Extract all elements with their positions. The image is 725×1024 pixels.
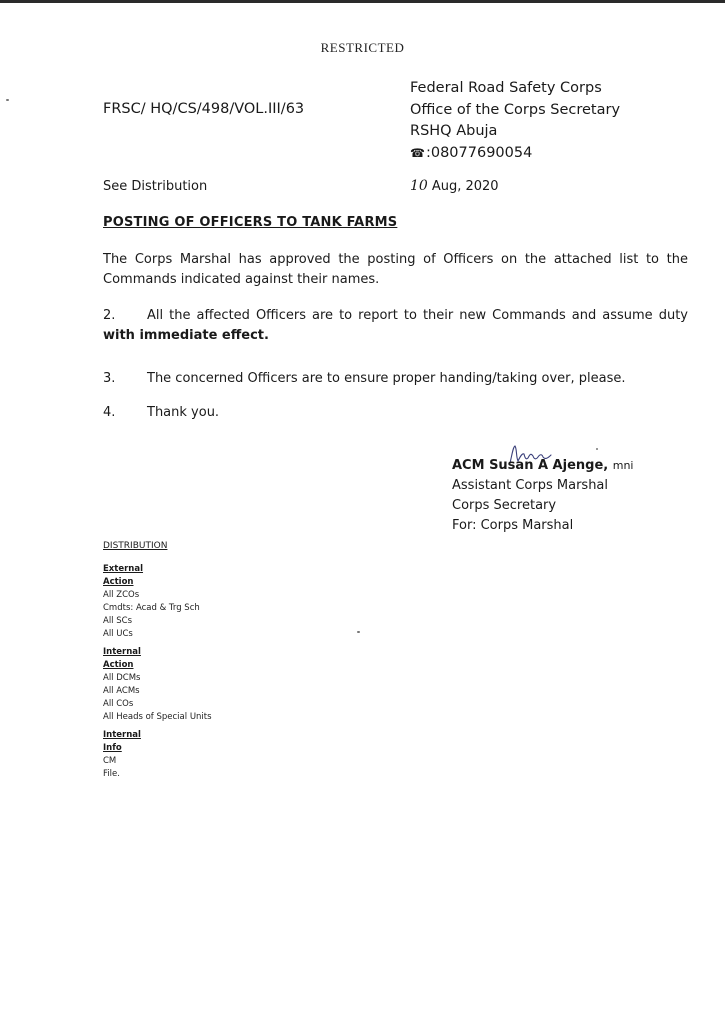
date-month-year: Aug, 2020 bbox=[431, 179, 499, 194]
paragraph-text: Thank you. bbox=[147, 405, 220, 420]
signatory-rank: Assistant Corps Marshal bbox=[452, 478, 609, 493]
distribution-external bbox=[103, 563, 212, 641]
scan-speck bbox=[357, 631, 360, 633]
scan-top-edge bbox=[0, 0, 725, 3]
list-item: All Heads of Special Units bbox=[103, 712, 212, 722]
letter-date bbox=[410, 178, 499, 194]
paragraph-number: 4. bbox=[103, 405, 116, 420]
signatory-name: ACM Susan A Ajenge, bbox=[452, 458, 609, 473]
paragraph-emphasis: with immediate effect. bbox=[103, 328, 269, 343]
signatory-suffix: mni bbox=[612, 459, 634, 472]
office-name: Office of the Corps Secretary bbox=[410, 101, 621, 118]
paragraph-number: 3. bbox=[103, 371, 116, 386]
list-item: File. bbox=[103, 769, 120, 779]
list-item: All UCs bbox=[103, 629, 133, 639]
reference-number: FRSC/ HQ/CS/498/VOL.III/63 bbox=[103, 101, 305, 117]
classification-label: RESTRICTED bbox=[320, 40, 405, 55]
letter-subject: POSTING OF OFFICERS TO TANK FARMS bbox=[103, 215, 398, 230]
signatory-for: For: Corps Marshal bbox=[452, 518, 574, 533]
list-item: CM bbox=[103, 756, 117, 766]
signatory-title: Corps Secretary bbox=[452, 498, 557, 513]
list-item: All ZCOs bbox=[103, 590, 140, 600]
paragraph-4 bbox=[103, 403, 688, 423]
paragraph-2 bbox=[103, 306, 688, 346]
phone-number: :08077690054 bbox=[425, 144, 533, 161]
paragraph-text: The concerned Officers are to ensure proper handing/taking over, please. bbox=[147, 371, 626, 386]
organization-name: Federal Road Safety Corps bbox=[410, 80, 602, 96]
scan-speck bbox=[6, 99, 9, 101]
signatory-name-line bbox=[452, 456, 634, 476]
list-item: Cmdts: Acad & Trg Sch bbox=[103, 603, 200, 613]
distribution-internal-action bbox=[103, 646, 212, 724]
distribution-list bbox=[103, 540, 212, 786]
group-sublabel: Action bbox=[103, 577, 134, 587]
phone-line bbox=[410, 143, 620, 165]
group-label: Internal bbox=[103, 647, 141, 657]
group-label: External bbox=[103, 564, 144, 574]
list-item: All DCMs bbox=[103, 673, 141, 683]
list-item: All COs bbox=[103, 699, 134, 709]
scan-speck bbox=[596, 448, 598, 450]
list-item: All ACMs bbox=[103, 686, 140, 696]
sender-address bbox=[410, 78, 620, 164]
group-label: Internal bbox=[103, 730, 141, 740]
group-sublabel: Action bbox=[103, 660, 134, 670]
paragraph-number: 2. bbox=[103, 308, 116, 323]
recipient-line: See Distribution bbox=[103, 179, 208, 194]
list-item: All SCs bbox=[103, 616, 132, 626]
paragraph-3 bbox=[103, 369, 688, 389]
paragraph-text: All the affected Officers are to report to their new Commands and assume duty bbox=[147, 308, 688, 323]
date-day: 10 bbox=[410, 178, 428, 194]
distribution-internal-info bbox=[103, 729, 212, 781]
distribution-title: DISTRIBUTION bbox=[103, 541, 168, 551]
telephone-icon: ☎ bbox=[410, 145, 425, 160]
signature-block bbox=[452, 456, 634, 536]
office-location: RSHQ Abuja bbox=[410, 123, 498, 139]
paragraph-1: The Corps Marshal has approved the posting of Officers on the attached list to the Commands indicated against their names. bbox=[103, 252, 688, 287]
group-sublabel: Info bbox=[103, 743, 122, 753]
